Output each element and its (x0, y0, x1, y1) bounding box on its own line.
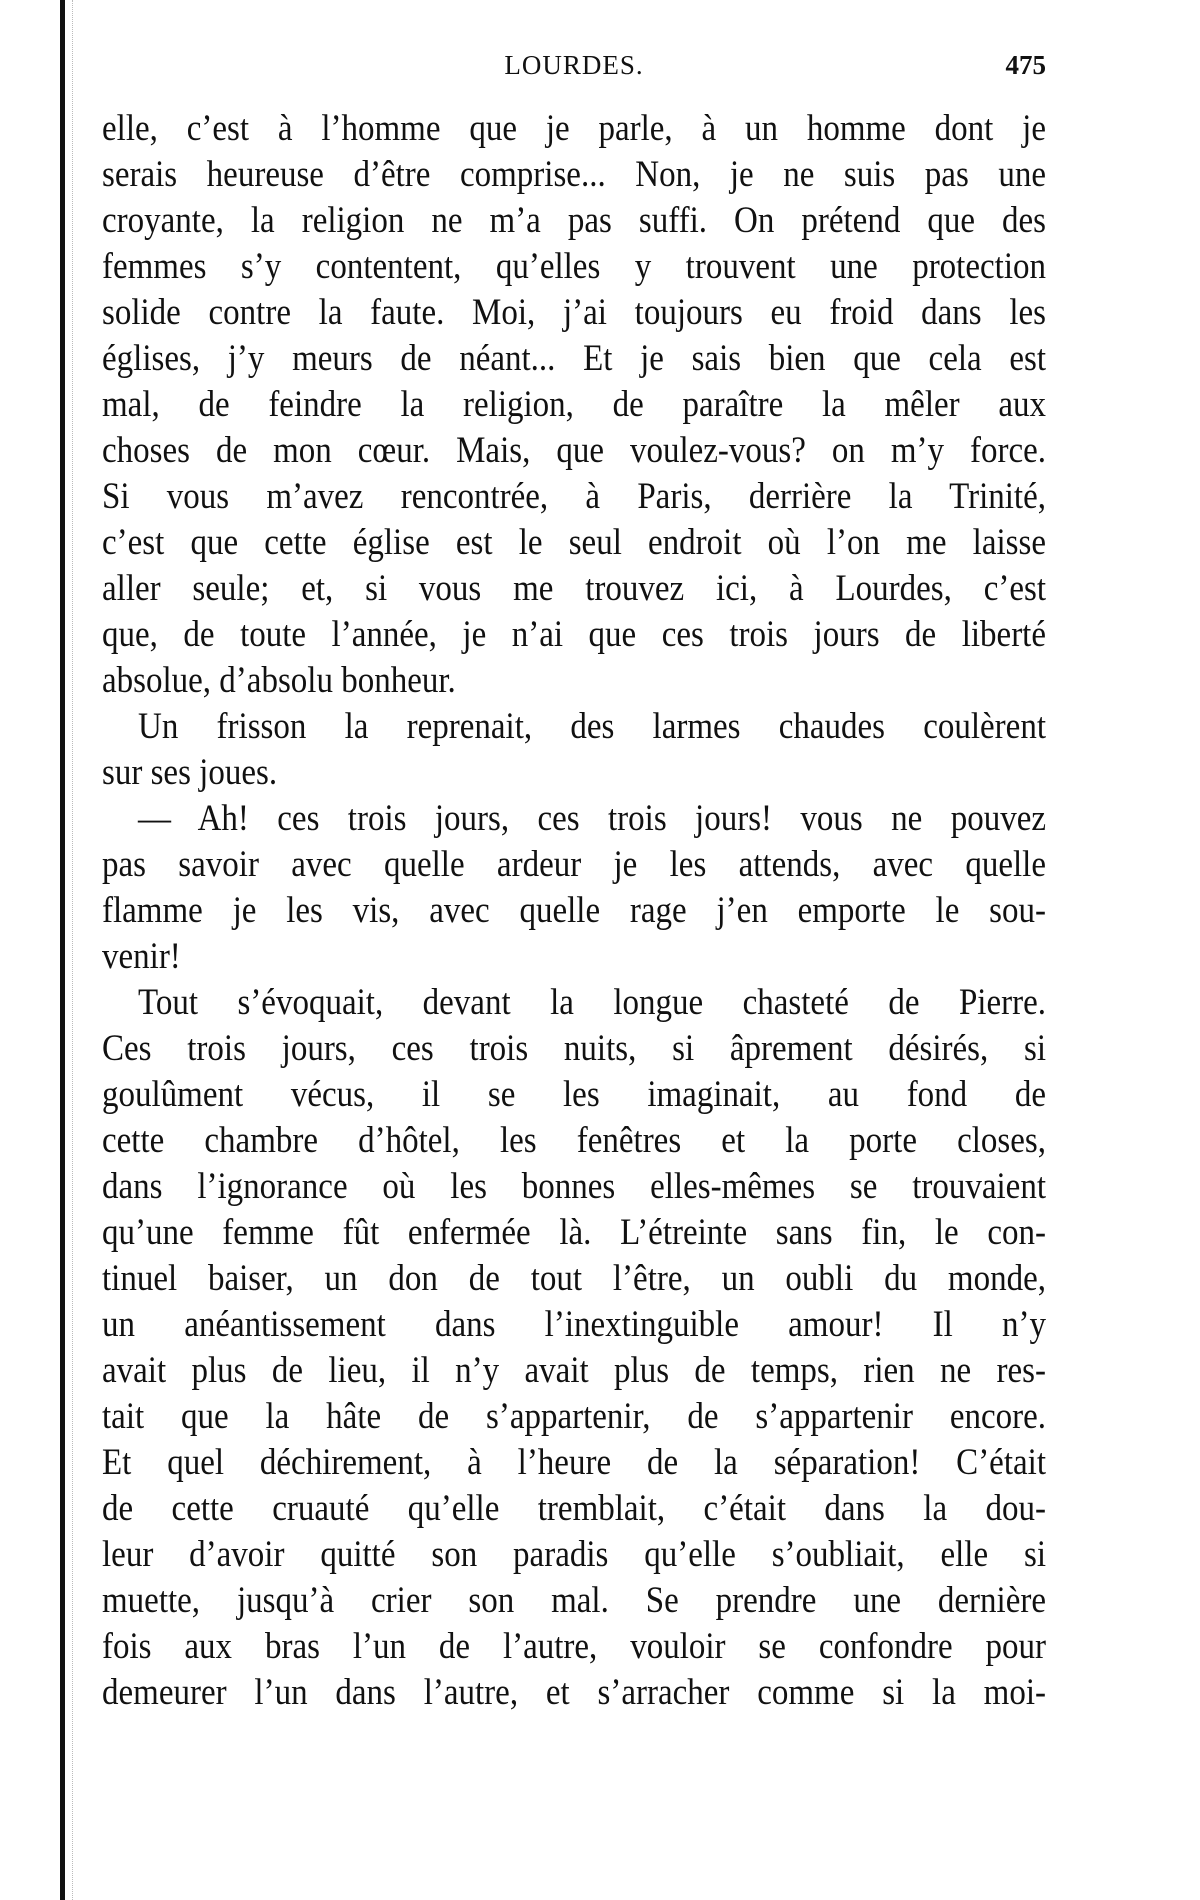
text-line: fois aux bras l’un de l’autre, vouloir se confondre pour (102, 1626, 1046, 1668)
text-line: avait plus de lieu, il n’y avait plus de temps, rien ne res- (102, 1350, 1046, 1392)
text-line: choses de mon cœur. Mais, que voulez-vous? on m’y force. (102, 430, 1046, 472)
page-binding-edge (60, 0, 65, 1900)
text-line: serais heureuse d’être comprise... Non, je ne suis pas une (102, 154, 1046, 196)
text-line: solide contre la faute. Moi, j’ai toujours eu froid dans les (102, 292, 1046, 334)
text-line: absolue, d’absolu bonheur. (102, 660, 456, 702)
text-line: goulûment vécus, il se les imaginait, au fond de (102, 1074, 1046, 1116)
text-line: — Ah! ces trois jours, ces trois jours! vous ne pouvez (138, 798, 1046, 840)
text-line: de cette cruauté qu’elle tremblait, c’était dans la dou- (102, 1488, 1046, 1530)
text-line: mal, de feindre la religion, de paraître la mêler aux (102, 384, 1046, 426)
text-line: que, de toute l’année, je n’ai que ces trois jours de liberté (102, 614, 1046, 656)
text-line: cette chambre d’hôtel, les fenêtres et la porte closes, (102, 1120, 1046, 1162)
text-line: Ces trois jours, ces trois nuits, si âprement désirés, si (102, 1028, 1046, 1070)
text-line: sur ses joues. (102, 752, 278, 794)
text-line: dans l’ignorance où les bonnes elles-mêmes se trouvaient (102, 1166, 1046, 1208)
text-line: Et quel déchirement, à l’heure de la séparation! C’était (102, 1442, 1046, 1484)
text-line: aller seule; et, si vous me trouvez ici, à Lourdes, c’est (102, 568, 1046, 610)
page-margin-rule (72, 0, 73, 1900)
text-line: tait que la hâte de s’appartenir, de s’appartenir encore. (102, 1396, 1046, 1438)
text-line: leur d’avoir quitté son paradis qu’elle s’oubliait, elle si (102, 1534, 1046, 1576)
text-line: un anéantissement dans l’inextinguible amour! Il n’y (102, 1304, 1046, 1346)
text-line: femmes s’y contentent, qu’elles y trouvent une protection (102, 246, 1046, 288)
text-line: elle, c’est à l’homme que je parle, à un homme dont je (102, 108, 1046, 150)
text-line: Un frisson la reprenait, des larmes chaudes coulèrent (138, 706, 1046, 748)
running-header (102, 50, 1046, 90)
page-body-text (102, 106, 1046, 1716)
text-line: demeurer l’un dans l’autre, et s’arracher comme si la moi- (102, 1672, 1046, 1714)
running-title: LOURDES. (504, 50, 644, 80)
text-line: flamme je les vis, avec quelle rage j’en emporte le sou- (102, 890, 1046, 932)
text-line: Si vous m’avez rencontrée, à Paris, derrière la Trinité, (102, 476, 1046, 518)
text-line: Tout s’évoquait, devant la longue chasteté de Pierre. (138, 982, 1046, 1024)
text-line: pas savoir avec quelle ardeur je les attends, avec quelle (102, 844, 1046, 886)
text-line: croyante, la religion ne m’a pas suffi. On prétend que des (102, 200, 1046, 242)
text-line: tinuel baiser, un don de tout l’être, un oubli du monde, (102, 1258, 1046, 1300)
text-line: qu’une femme fût enfermée là. L’étreinte sans fin, le con- (102, 1212, 1046, 1254)
page-number: 475 (1005, 50, 1046, 80)
text-line: muette, jusqu’à crier son mal. Se prendre une dernière (102, 1580, 1046, 1622)
text-line: églises, j’y meurs de néant... Et je sais bien que cela est (102, 338, 1046, 380)
text-line: venir! (102, 936, 181, 978)
text-line: c’est que cette église est le seul endroit où l’on me laisse (102, 522, 1046, 564)
